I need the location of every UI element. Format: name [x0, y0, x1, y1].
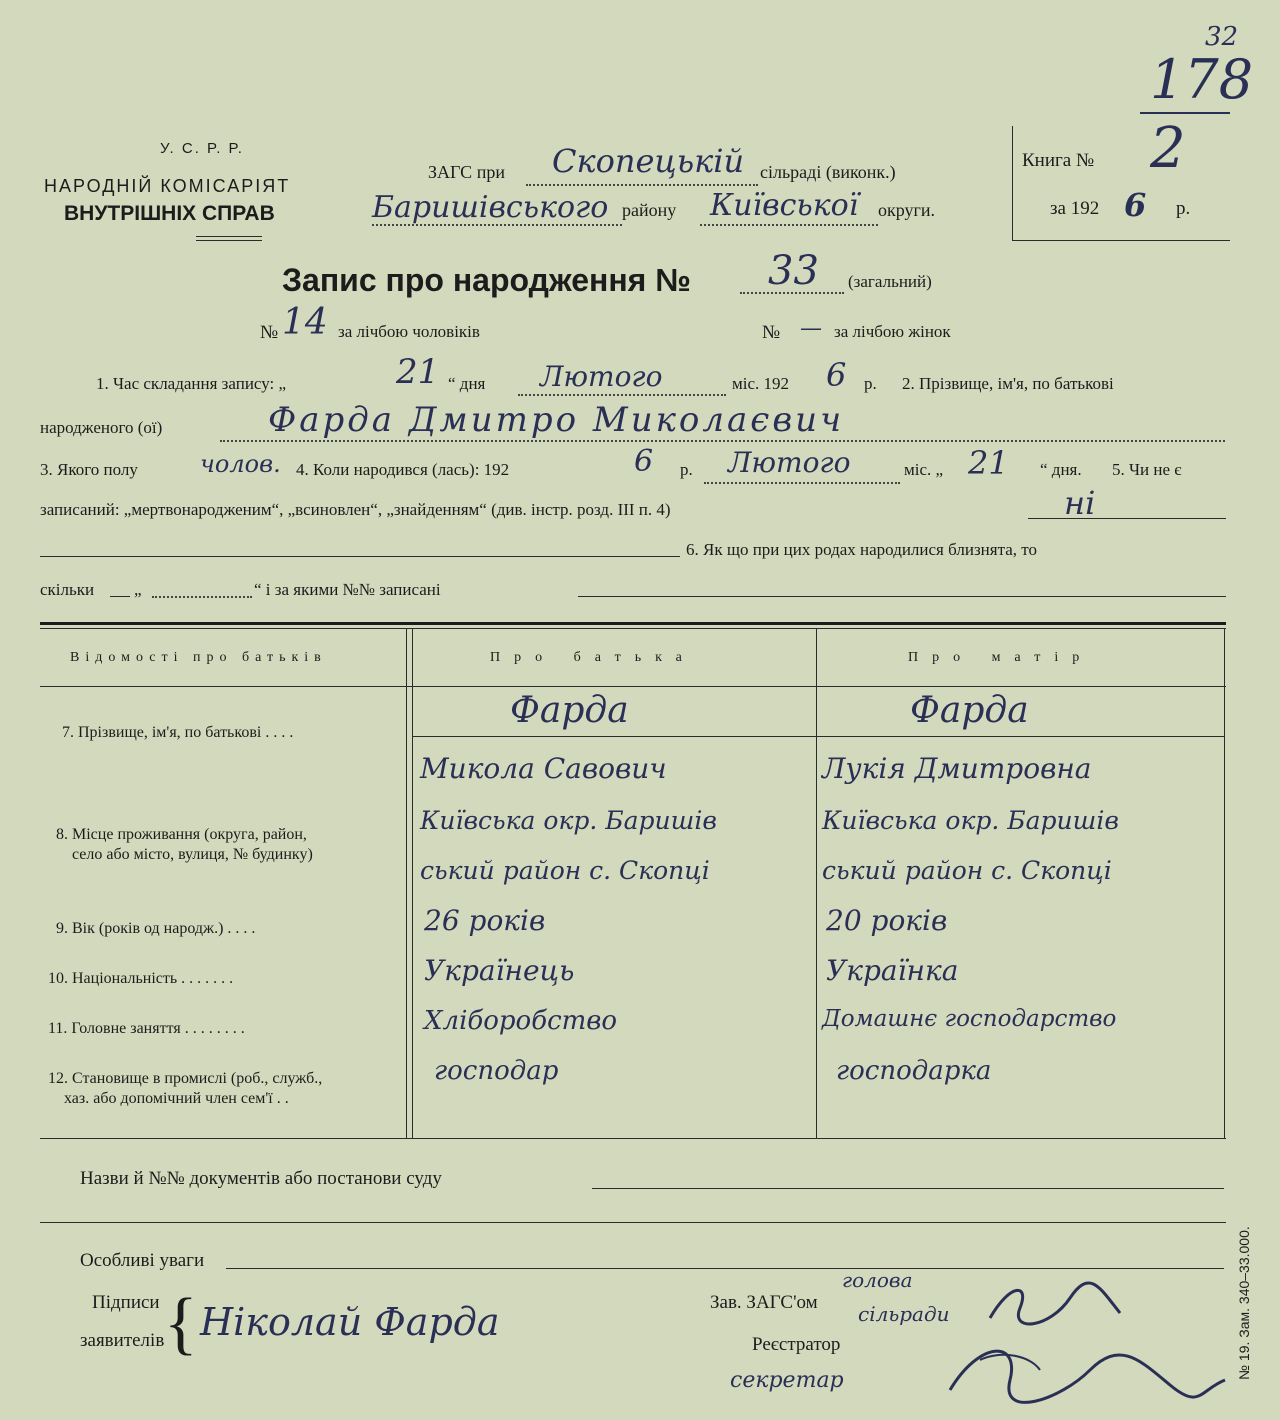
documents-label: Назви й №№ документів або постанови суду	[80, 1168, 442, 1189]
f4-day-label: “ дня.	[1040, 460, 1082, 479]
country-label: У. С. Р. Р.	[160, 140, 244, 157]
zags-village-suffix: сільраді (виконк.)	[760, 162, 896, 182]
f5-label2: записаний: „мертвонародженим“, „всиновлен“, „знайденням“ (див. інстр. розд. III п. 4)	[40, 500, 671, 519]
head-signature-mark	[980, 1278, 1140, 1338]
f4-month: Лютого	[728, 446, 851, 479]
header-father: Про батька	[490, 650, 696, 665]
f1-label: 1. Час складання запису: „	[96, 374, 287, 393]
corner-fraction-line	[1140, 112, 1230, 114]
registrar-signature-mark	[940, 1330, 1230, 1410]
f1-day-label: “ дня	[448, 374, 486, 393]
side-print: № 19. Зам. 340–33.000.	[1236, 1226, 1252, 1380]
head-title-1: голова	[842, 1268, 913, 1292]
head-label: Зав. ЗАГС'ом	[710, 1292, 818, 1313]
table-top-rule-thin	[40, 628, 1226, 629]
father-nationality: Українець	[424, 954, 575, 987]
registrar-label: Реєстратор	[752, 1334, 841, 1355]
record-title-suffix: (загальний)	[848, 272, 932, 291]
male-count-label: за лічбою чоловіків	[338, 322, 480, 341]
record-number: 33	[768, 248, 819, 294]
f4-label: 4. Коли народився (лась): 192	[296, 460, 510, 479]
book-number: 2	[1150, 116, 1186, 181]
mother-place-1: Київська окр. Баришів	[822, 806, 1119, 835]
male-count: 14	[282, 302, 328, 343]
father-place-2: ський район с. Скопці	[420, 856, 710, 885]
row-label-8b: село або місто, вулиця, № будинку)	[72, 846, 313, 863]
f1-year-suffix: р.	[864, 374, 877, 393]
table-divider-1b	[412, 628, 413, 1138]
zags-okrug-suffix: округи.	[878, 200, 936, 220]
zags-okrug: Київської	[710, 188, 859, 223]
f1-year: 6	[826, 356, 847, 394]
zags-district-suffix: району	[622, 200, 677, 220]
zags-village: Скопецькій	[552, 142, 745, 180]
f6-label: 6. Як що при цих родах народилися близнята, то	[686, 540, 1037, 559]
mother-status: господарка	[836, 1056, 992, 1086]
sign-label-1: Підписи	[92, 1292, 160, 1313]
table-divider-2	[816, 628, 817, 1138]
f3-sex: чолов.	[200, 450, 281, 478]
f1-month: Лютого	[540, 360, 663, 393]
f6-label2b: „	[134, 580, 142, 599]
book-label: Книга №	[1022, 150, 1095, 171]
father-age: 26 років	[424, 904, 546, 937]
father-place-1: Київська окр. Баришів	[420, 806, 717, 835]
f5-continuation-line	[40, 556, 680, 557]
table-bottom-rule	[40, 1138, 1226, 1139]
table-divider-1	[406, 628, 407, 1138]
header-mother: Про матір	[908, 650, 1094, 665]
female-count: —	[800, 316, 822, 341]
zags-district: Баришівського	[372, 190, 609, 225]
zags-prefix: ЗАГС при	[428, 162, 505, 182]
row-label-10: 10. Національність . . . . . . .	[48, 970, 234, 987]
sign-brace: {	[164, 1285, 198, 1362]
head-title-2: сільради	[858, 1302, 950, 1326]
f6-label2a: скільки	[40, 580, 95, 599]
f4-year: 6	[634, 444, 654, 479]
book-box-left	[1012, 126, 1013, 240]
f3-label: 3. Якого полу	[40, 460, 138, 479]
father-status: господар	[434, 1056, 559, 1086]
row-label-9: 9. Вік (років од народж.) . . . .	[56, 920, 256, 937]
f1-month-label: міс. 192	[732, 374, 790, 393]
table-top-rule	[40, 622, 1226, 625]
commissariat-line1: НАРОДНІЙ КОМІСАРІЯТ	[44, 176, 291, 196]
authority-divider-1	[196, 236, 262, 237]
female-count-label: за лічбою жінок	[834, 322, 951, 341]
book-year-suffix: р.	[1176, 198, 1191, 219]
applicant-signature: Ніколай Фарда	[200, 1300, 500, 1344]
sign-label-2: заявителів	[80, 1330, 165, 1351]
f4-day: 21	[968, 444, 1009, 482]
f4-year-suffix: р.	[680, 460, 693, 479]
row-label-7: 7. Прізвище, ім'я, по батькові . . . .	[62, 724, 294, 741]
mother-place-2: ський район с. Скопці	[822, 856, 1112, 885]
father-occupation: Хліборобство	[424, 1006, 618, 1036]
book-box-bottom	[1012, 240, 1230, 241]
registrar-title: секретар	[730, 1368, 844, 1393]
mother-occupation: Домашнє господарство	[822, 1006, 1117, 1032]
row-label-11: 11. Головне заняття . . . . . . . .	[48, 1020, 245, 1037]
record-title: Запис про народження №	[282, 262, 691, 298]
table-header-rule	[40, 686, 1226, 687]
book-year: 6	[1124, 186, 1147, 224]
authority-divider-2	[196, 240, 262, 241]
commissariat-line2: ВНУТРІШНІХ СПРАВ	[64, 202, 275, 225]
mother-name: Лукія Дмитровна	[822, 752, 1092, 785]
book-year-label: за 192	[1050, 198, 1100, 219]
row-label-8: 8. Місце проживання (округа, район,	[56, 826, 307, 843]
row-label-12b: хаз. або допомічний член сем'ї . .	[64, 1090, 289, 1107]
f2-label2: народженого (ої)	[40, 418, 163, 437]
female-count-prefix: №	[762, 322, 781, 343]
f2-label: 2. Прізвище, ім'я, по батькові	[902, 374, 1114, 393]
male-count-prefix: №	[260, 322, 279, 343]
father-surname: Фарда	[510, 690, 629, 731]
father-name: Микола Савович	[420, 752, 667, 785]
corner-small-number: 32	[1205, 22, 1239, 52]
corner-book-number: 178	[1150, 48, 1254, 111]
f2-name: Фарда Дмитро Миколаєвич	[268, 400, 845, 440]
f6-label2c: “ і за якими №№ записані	[254, 580, 441, 599]
header-parents: Відомості про батьків	[70, 650, 327, 665]
mother-surname: Фарда	[910, 690, 1029, 731]
notes-label: Особливі уваги	[80, 1250, 205, 1271]
f5-label: 5. Чи не є	[1112, 460, 1182, 479]
mother-age: 20 років	[826, 904, 948, 937]
mother-nationality: Українка	[826, 954, 959, 987]
f1-day: 21	[396, 352, 440, 392]
f5-answer: ні	[1064, 484, 1096, 522]
f4-month-label: міс. „	[904, 460, 944, 479]
row-label-12: 12. Становище в промислі (роб., служб.,	[48, 1070, 323, 1087]
table-right-edge	[1224, 628, 1225, 1138]
